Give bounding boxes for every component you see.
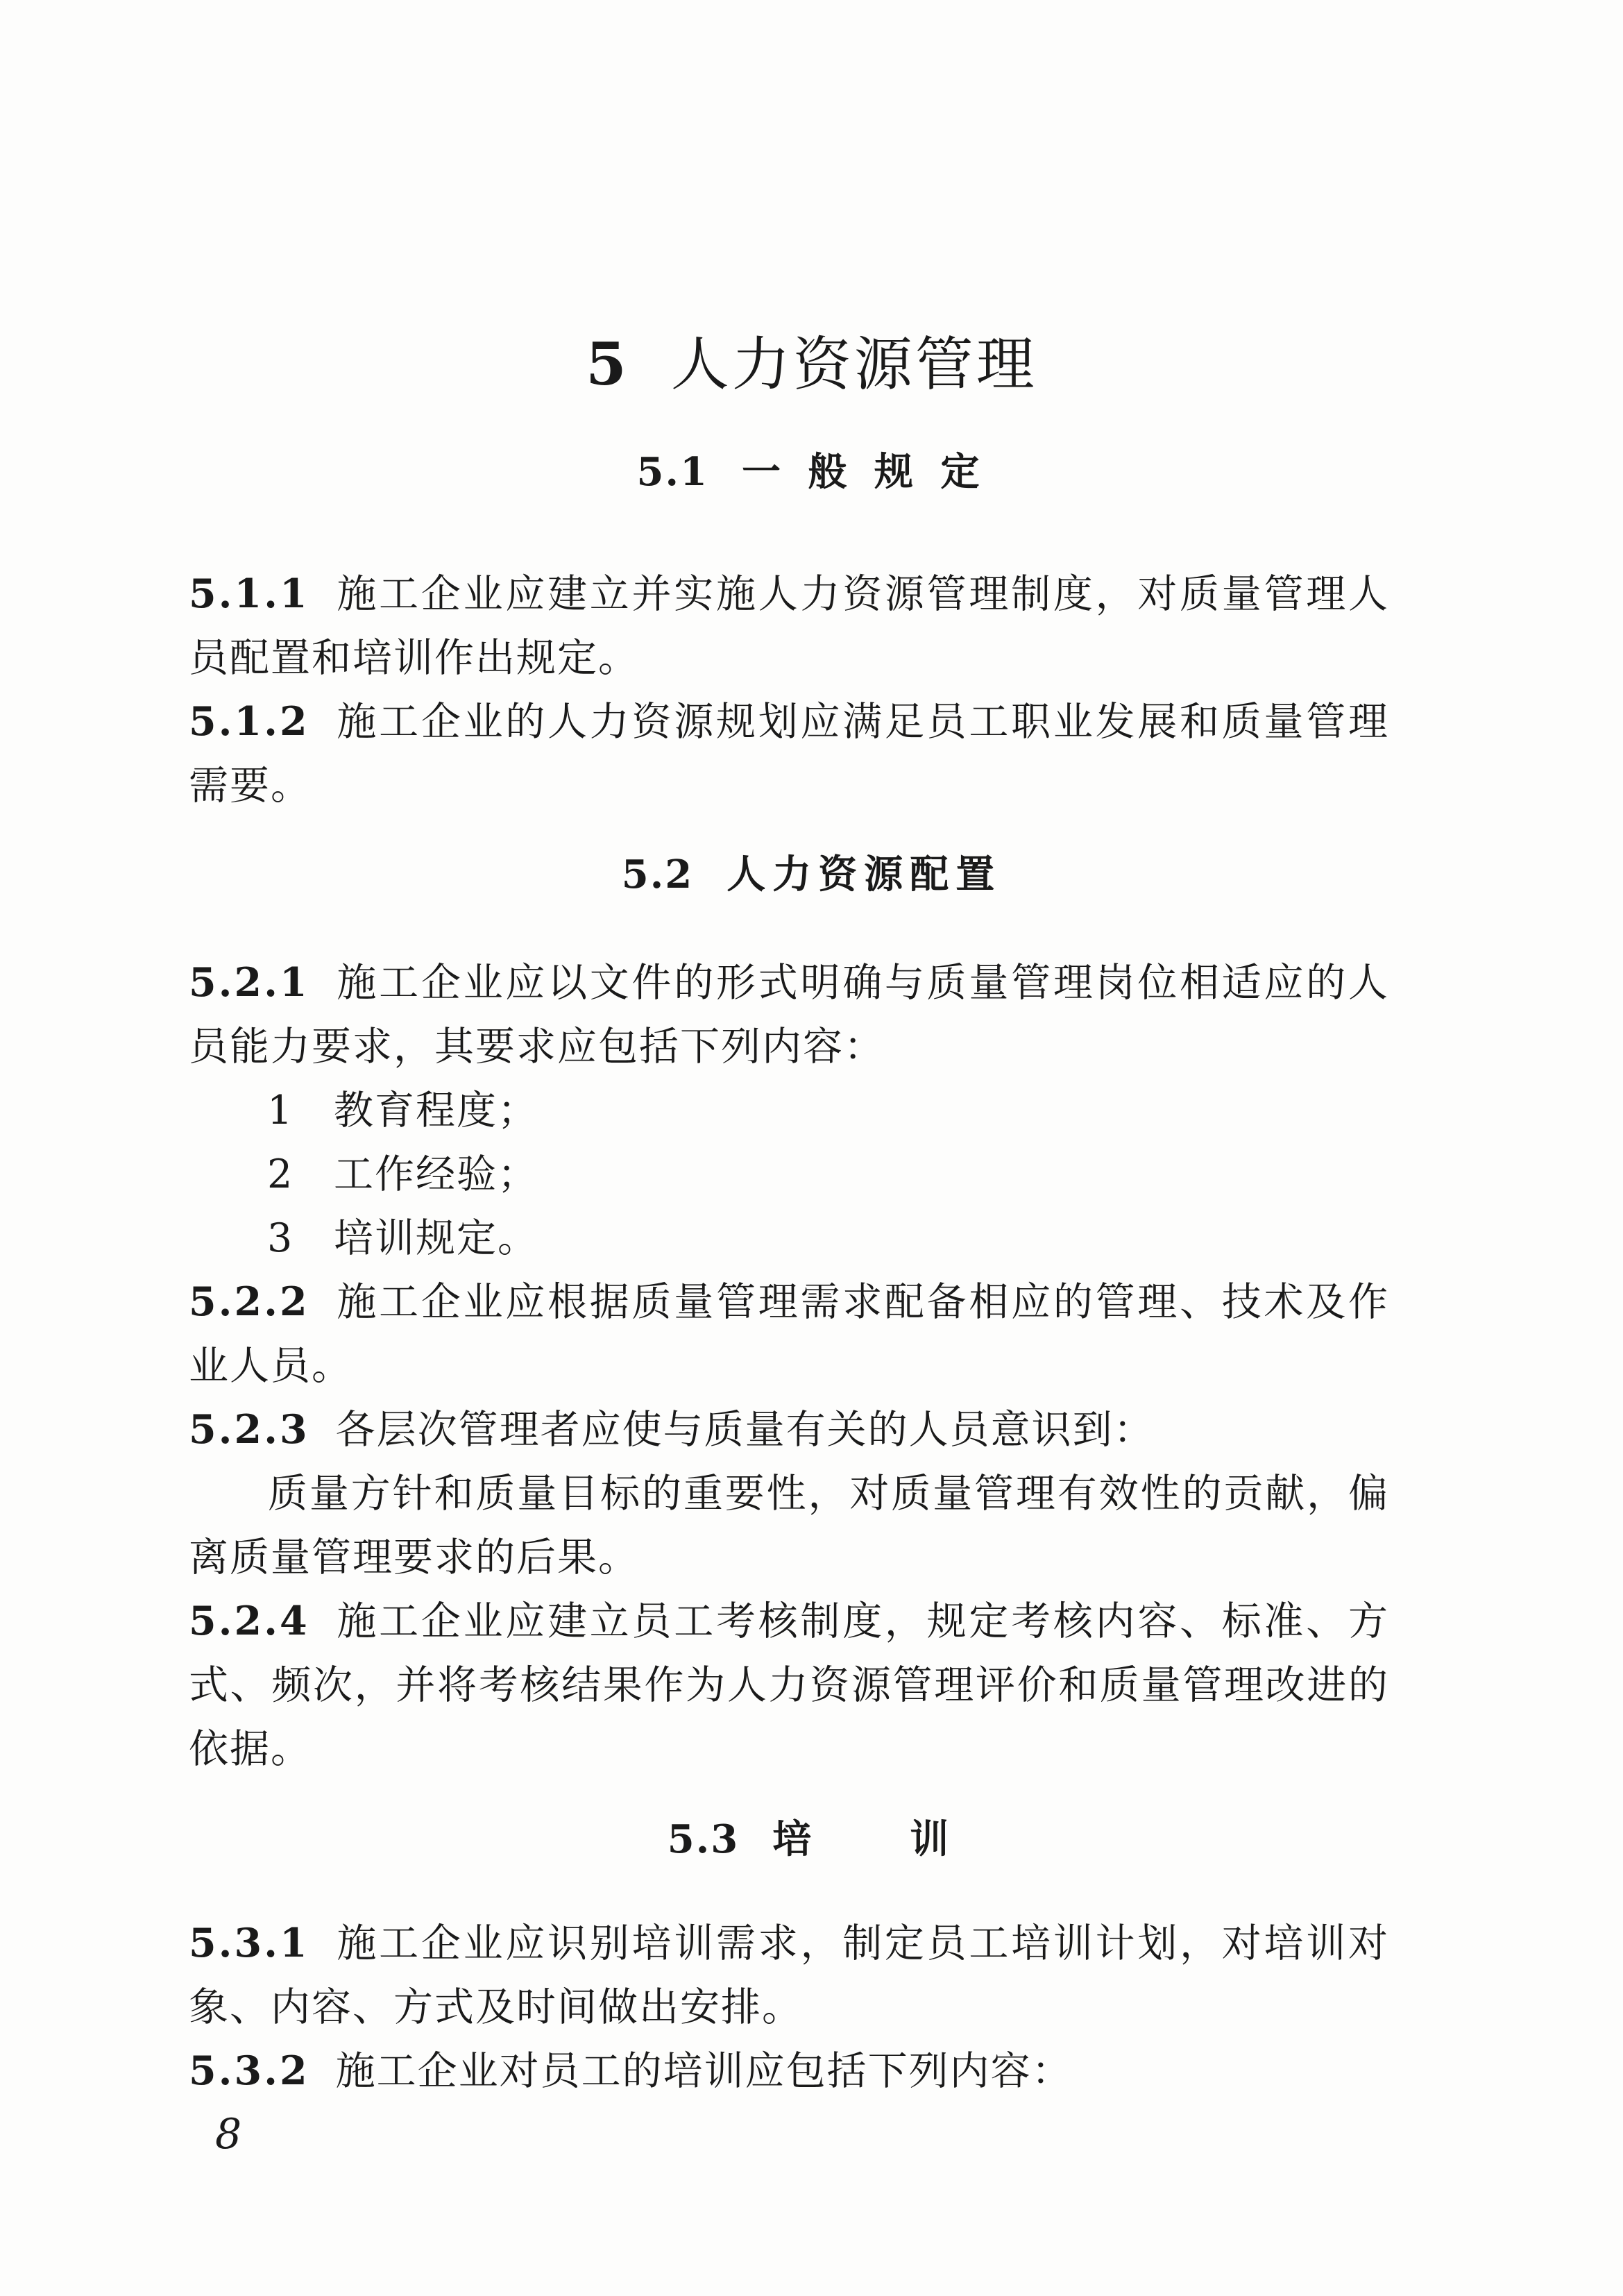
clause-text: 施工企业应建立并实施人力资源管理制度，对质量管理人员配置和培训作出规定。 [189,571,1389,681]
list-item [267,1079,1377,1142]
clause-text: 施工企业应以文件的形式明确与质量管理岗位相适应的人员能力要求，其要求应包括下列内容： [189,960,1389,1070]
section-number: 5.1 [636,449,708,495]
clause-number: 5.2.3 [189,1406,309,1453]
clause-number: 5.1.1 [189,571,309,617]
list-item-number: 3 [267,1215,294,1261]
clause-5-1-2 [189,690,1389,818]
clause-5-2-3 [189,1398,1389,1462]
clause-text: 施工企业应根据质量管理需求配备相应的管理、技术及作业人员。 [189,1279,1389,1389]
clause-number: 5.3.2 [189,2048,309,2094]
list-item [267,1142,1377,1206]
clause-text: 施工企业应建立员工考核制度，规定考核内容、标准、方式、频次，并将考核结果作为人力资源管理评价和质量管理改进的依据。 [189,1598,1389,1772]
clause-5-3-2 [189,2039,1389,2103]
list-item-number: 1 [267,1088,294,1133]
clause-text: 各层次管理者应使与质量有关的人员意识到： [335,1407,1155,1453]
list-item-text: 教育程度； [334,1088,538,1133]
clause-number: 5.2.2 [189,1278,309,1325]
clause-5-2-1 [189,951,1389,1079]
clause-number: 5.1.2 [189,698,309,745]
clause-text: 施工企业对员工的培训应包括下列内容： [335,2048,1073,2094]
chapter-number: 5 [586,330,629,398]
clause-5-2-4 [189,1589,1389,1781]
section-title-5-1 [0,444,1623,500]
list-item-number: 2 [267,1151,294,1197]
list-item-text: 工作经验； [334,1151,538,1197]
section-number: 5.2 [621,852,694,897]
clause-5-3-1 [189,1911,1389,2039]
clause-5-2-3-paragraph: 质量方针和质量目标的重要性，对质量管理有效性的贡献，偏离质量管理要求的后果。 [189,1471,1389,1580]
section-title-text: 培 训 [772,1816,956,1862]
clause-text: 施工企业的人力资源规划应满足员工职业发展和质量管理需要。 [189,699,1389,809]
section-title-5-2 [0,847,1623,902]
list-item-text: 培训规定。 [334,1215,538,1261]
section-title-text: 一 般 规 定 [741,449,987,495]
clause-number: 5.3.1 [189,1920,309,1966]
section-title-text: 人力资源配置 [726,852,1002,897]
chapter-title [0,326,1623,403]
clause-5-2-2 [189,1270,1389,1398]
section-title-5-3 [0,1812,1623,1867]
clause-number: 5.2.4 [189,1598,309,1644]
section-number: 5.3 [667,1816,740,1862]
page-number: 8 [215,2110,242,2159]
clause-text: 施工企业应识别培训需求，制定员工培训计划，对培训对象、内容、方式及时间做出安排。 [189,1921,1389,2030]
list-item [267,1206,1377,1270]
clause-number: 5.2.1 [189,959,309,1006]
chapter-title-text: 人力资源管理 [670,330,1037,398]
clause-5-1-1 [189,562,1389,690]
